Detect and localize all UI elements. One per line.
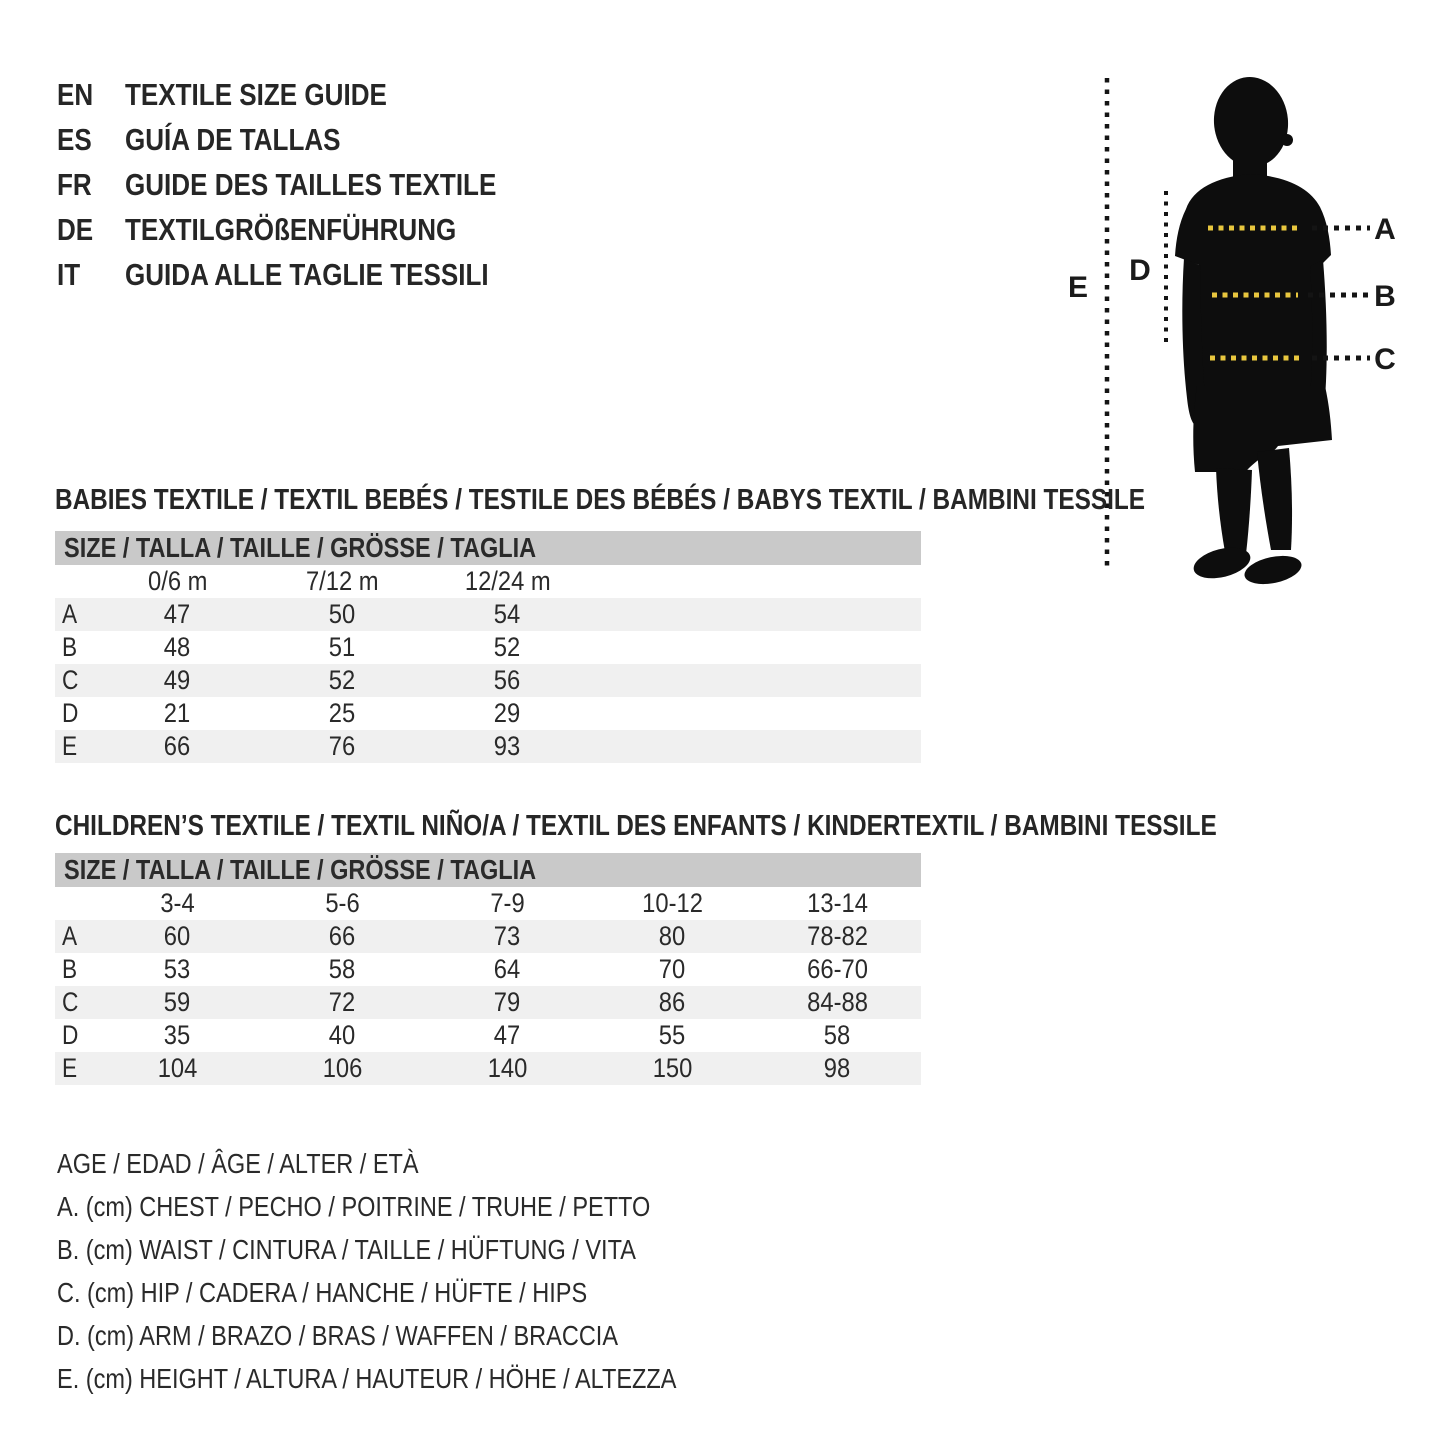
row-label: D (62, 698, 79, 728)
measurement-figure (1040, 60, 1445, 600)
table-cell: 58 (329, 954, 356, 984)
table-cell: 76 (329, 731, 356, 761)
table-cell: 66 (329, 921, 356, 951)
column-header: 7/12 m (306, 566, 379, 596)
figure-label-a: A (1374, 213, 1396, 246)
table-cell: 98 (824, 1053, 851, 1083)
table-row (55, 664, 921, 697)
table-cell: 150 (652, 1053, 693, 1083)
column-header: 0/6 m (147, 566, 208, 596)
figure-label-b: B (1374, 280, 1396, 313)
legend-line-arm: D. (cm) ARM / BRAZO / BRAS / WAFFEN / BRACCIA (57, 1319, 619, 1351)
column-header: 13-14 (807, 888, 868, 918)
language-row (57, 72, 567, 117)
measurement-legend (57, 1142, 794, 1400)
row-label: E (62, 1053, 78, 1083)
language-row (57, 162, 567, 207)
table-cell: 52 (329, 665, 356, 695)
guide-title: GUÍA DE TALLAS (125, 121, 341, 157)
table-cell: 54 (494, 599, 521, 629)
table-cell: 59 (164, 987, 191, 1017)
row-label: B (62, 954, 78, 984)
row-label: D (62, 1020, 79, 1050)
language-row (57, 252, 567, 297)
table-cell: 78-82 (807, 921, 868, 951)
table-cell: 47 (164, 599, 191, 629)
table-cell: 40 (329, 1020, 356, 1050)
table-row (55, 697, 921, 730)
table-cell: 55 (659, 1020, 686, 1050)
legend-line-chest: A. (cm) CHEST / PECHO / POITRINE / TRUHE / PETTO (57, 1190, 651, 1222)
language-row (57, 117, 567, 162)
table-cell: 86 (659, 987, 686, 1017)
language-code: ES (57, 121, 92, 157)
table-cell: 52 (494, 632, 521, 662)
column-header: 3-4 (160, 888, 195, 918)
column-header: 10-12 (642, 888, 703, 918)
table-cell: 79 (494, 987, 521, 1017)
table-row (55, 986, 921, 1019)
column-header: 12/24 m (464, 566, 551, 596)
table-cell: 49 (164, 665, 191, 695)
language-code: EN (57, 76, 94, 112)
row-label: A (62, 921, 78, 951)
column-header-row (55, 565, 921, 598)
table-cell: 50 (329, 599, 356, 629)
row-label: A (62, 599, 78, 629)
table-cell: 58 (824, 1020, 851, 1050)
table-row (55, 953, 921, 986)
table-cell: 53 (164, 954, 191, 984)
language-code: FR (57, 166, 92, 202)
table-cell: 70 (659, 954, 686, 984)
table-cell: 66 (164, 731, 191, 761)
language-title-list (57, 72, 567, 297)
table-cell: 80 (659, 921, 686, 951)
table-cell: 106 (322, 1053, 363, 1083)
size-header-bar: SIZE / TALLA / TAILLE / GRÖSSE / TAGLIA (55, 853, 921, 887)
column-header-row (55, 887, 921, 920)
table-cell: 51 (329, 632, 356, 662)
table-cell: 21 (164, 698, 191, 728)
column-header: 7-9 (490, 888, 525, 918)
table-cell: 140 (487, 1053, 528, 1083)
guide-title: GUIDE DES TAILLES TEXTILE (125, 166, 497, 202)
size-header-bar: SIZE / TALLA / TAILLE / GRÖSSE / TAGLIA (55, 531, 921, 565)
table-cell: 93 (494, 731, 521, 761)
table-row (55, 598, 921, 631)
table-row (55, 920, 921, 953)
column-header: 5-6 (325, 888, 360, 918)
babies-size-table (55, 531, 921, 763)
row-label: E (62, 731, 78, 761)
row-label: C (62, 987, 79, 1017)
language-row (57, 207, 567, 252)
legend-line-waist: B. (cm) WAIST / CINTURA / TAILLE / HÜFTUNG / VITA (57, 1233, 636, 1265)
table-cell: 104 (157, 1053, 198, 1083)
figure-label-c: C (1374, 343, 1396, 376)
table-cell: 48 (164, 632, 191, 662)
table-cell: 73 (494, 921, 521, 951)
table-cell: 56 (494, 665, 521, 695)
table-cell: 60 (164, 921, 191, 951)
legend-line-height: E. (cm) HEIGHT / ALTURA / HAUTEUR / HÖHE / ALTEZZA (57, 1362, 677, 1394)
guide-title: TEXTILGRÖßENFÜHRUNG (125, 211, 457, 247)
table-cell: 84-88 (807, 987, 868, 1017)
legend-line-age: AGE / EDAD / ÂGE / ALTER / ETÀ (57, 1147, 419, 1179)
guide-title: GUIDA ALLE TAGLIE TESSILI (125, 256, 489, 292)
row-label: C (62, 665, 79, 695)
table-cell: 72 (329, 987, 356, 1017)
table-cell: 35 (164, 1020, 191, 1050)
table-row (55, 730, 921, 763)
children-section-heading: CHILDREN’S TEXTILE / TEXTIL NIÑO/A / TEXTIL DES ENFANTS / KINDERTEXTIL / BAMBINI TESSILE (55, 810, 1217, 842)
table-cell: 64 (494, 954, 521, 984)
figure-label-e: E (1067, 271, 1089, 304)
table-cell: 25 (329, 698, 356, 728)
guide-title: TEXTILE SIZE GUIDE (125, 76, 387, 112)
table-row (55, 1052, 921, 1085)
table-cell: 66-70 (807, 954, 868, 984)
children-size-table (55, 853, 921, 1085)
language-code: IT (57, 256, 81, 292)
legend-line-hip: C. (cm) HIP / CADERA / HANCHE / HÜFTE / HIPS (57, 1276, 588, 1308)
language-code: DE (57, 211, 94, 247)
table-cell: 29 (494, 698, 521, 728)
row-label: B (62, 632, 78, 662)
table-row (55, 631, 921, 664)
table-row (55, 1019, 921, 1052)
table-cell: 47 (494, 1020, 521, 1050)
babies-section-heading: BABIES TEXTILE / TEXTIL BEBÉS / TESTILE DES BÉBÉS / BABYS TEXTIL / BAMBINI TESSILE (55, 484, 1146, 516)
figure-label-d: D (1129, 254, 1151, 287)
